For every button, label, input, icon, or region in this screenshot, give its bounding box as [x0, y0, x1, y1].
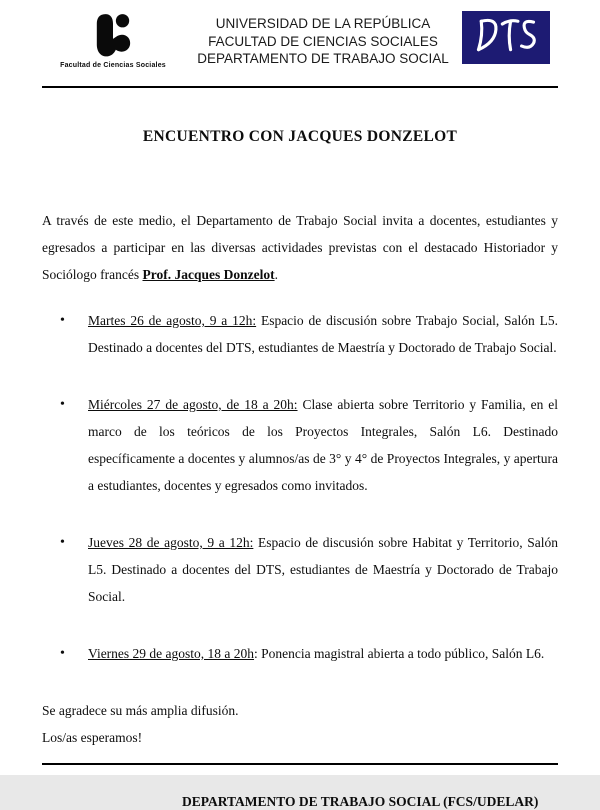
intro-paragraph [42, 207, 558, 288]
event-item-tuesday [42, 307, 558, 361]
event-item-thursday [42, 529, 558, 610]
event-date: Jueves 28 de agosto, 9 a 12h: [88, 535, 254, 550]
closing-line-esperamos: Los/as esperamos! [42, 730, 143, 745]
event-description: Espacio de discusión sobre Habitat y Territorio, Salón L5. Destinado a docentes del DTS, estudiantes de Maestría y Doctorado de Trabajo Social. [88, 535, 558, 604]
event-item-friday [42, 640, 558, 667]
header-divider [42, 86, 558, 88]
institution-line-department: DEPARTAMENTO DE TRABAJO SOCIAL [197, 51, 449, 66]
event-description: Espacio de discusión sobre Trabajo Social, Salón L5. Destinado a docentes del DTS, estudiantes de Maestría y Doctorado de Trabajo Social. [88, 313, 559, 355]
closing-line-diffusion: Se agradece su más amplia difusión. [42, 703, 239, 718]
page-title: ENCUENTRO CON JACQUES DONZELOT [142, 128, 458, 145]
signature-line: DEPARTAMENTO DE TRABAJO SOCIAL (FCS/UDELAR) [182, 794, 539, 809]
professor-name: Prof. Jacques Donzelot [142, 267, 275, 282]
event-list [42, 307, 558, 667]
event-date: Miércoles 27 de agosto, de 18 a 20h: [88, 397, 298, 412]
intro-text-after: . [274, 267, 278, 282]
fcs-logo-icon [42, 13, 184, 59]
dts-logo-icon [469, 13, 543, 62]
dts-logo [462, 11, 550, 64]
letterhead [42, 8, 558, 82]
event-description: Clase abierta sobre Territorio y Familia, en el marco de los teóricos de los Proyectos Integrales, Salón L6. Destinado específicamente a docentes y alumnos/as de 3° y 4° de Proyectos Integrales, y apertura a estudiantes, docentes y egresados como invitados. [88, 397, 559, 493]
event-date: Martes 26 de agosto, 9 a 12h: [88, 313, 257, 328]
intro-text-before: A través de este medio, el Departamento de Trabajo Social invita a docentes, estudiantes y egresados a participar en las diversas actividades previstas con el destacado Historiador y Sociólogo francés [42, 213, 558, 282]
event-date: Viernes 29 de agosto, 18 a 20h [88, 646, 255, 661]
fcs-logo-block [42, 8, 184, 69]
institution-line-faculty: FACULTAD DE CIENCIAS SOCIALES [208, 33, 438, 49]
institution-line-university: UNIVERSIDAD DE LA REPÚBLICA [215, 16, 431, 31]
letterhead-institution [184, 8, 462, 68]
event-description: : Ponencia magistral abierta a todo público, Salón L6. [254, 646, 545, 661]
closing-block [42, 697, 558, 751]
event-item-wednesday [42, 391, 558, 499]
footer-divider [42, 763, 558, 765]
fcs-logo-caption: Facultad de Ciencias Sociales [60, 62, 166, 69]
